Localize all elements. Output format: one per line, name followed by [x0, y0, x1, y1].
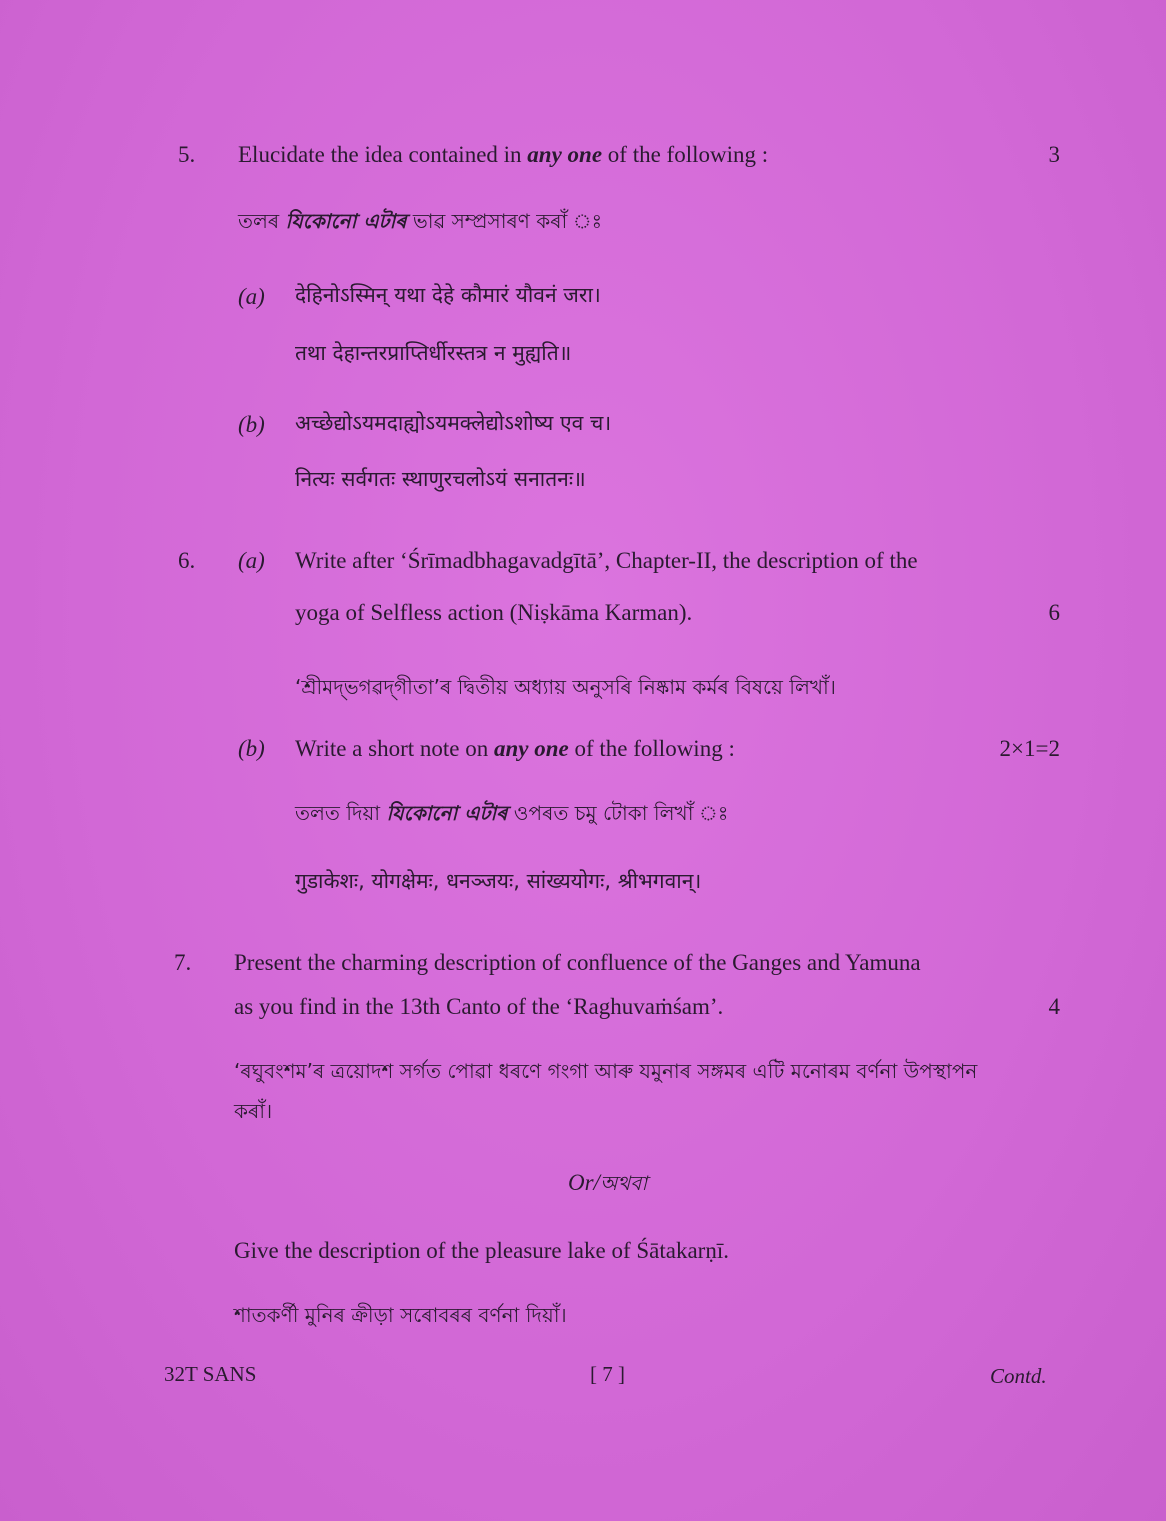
question-text-en: Write a short note on any one of the following : [295, 736, 735, 761]
marks: 3 [1048, 142, 1060, 167]
marks: 6 [1048, 600, 1060, 625]
marks: 2×1=2 [999, 736, 1060, 761]
question-text-en: Write after ‘Śrīmadbhagavadgītā’, Chapter-II, the description of the [295, 548, 918, 573]
sub-label: (a) [238, 284, 265, 309]
question-text-en: yoga of Selfless action (Niṣkāma Karman). [295, 600, 693, 625]
question-text-en: Present the charming description of confluence of the Ganges and Yamuna [234, 950, 921, 975]
question-number: 5. [178, 142, 196, 167]
sanskrit-verse-line: तथा देहान्तरप्राप्तिर्धीरस्तत्र न मुह्यति॥ [295, 341, 572, 365]
question-text-as: ‘শ্ৰীমদ্‌ভগৱদ্‌গীতা’ৰ দ্বিতীয় অধ্যায় অনুসৰি নিষ্কাম কৰ্মৰ বিষয়ে লিখাঁ। [295, 675, 836, 699]
or-divider: Or/অথবা [568, 1170, 648, 1195]
paper-code: 32T SANS [164, 1362, 257, 1386]
question-text-as: তলত দিয়া যিকোনো এটাৰ ওপৰত চমু টোকা লিখাঁ ঃ [295, 801, 729, 825]
question-text-en: Give the description of the pleasure lake of Śātakarṇī. [234, 1238, 729, 1263]
sanskrit-verse-line: नित्यः सर्वगतः स्थाणुरचलोऽयं सनातनः॥ [295, 467, 586, 491]
sanskrit-verse-line: देहिनोऽस्मिन् यथा देहे कौमारं यौवनं जरा। [295, 283, 601, 307]
question-text-as: শাতকৰ্ণী মুনিৰ ক্ৰীড়া সৰোবৰৰ বৰ্ণনা দিয়াঁ। [234, 1303, 567, 1327]
marks: 4 [1048, 994, 1060, 1019]
question-number: 7. [174, 950, 192, 975]
question-text-en: as you find in the 13th Canto of the ‘Raghuvaṁśam’. [234, 994, 724, 1019]
continued-label: Contd. [990, 1364, 1047, 1388]
question-text-as: ‘ৰঘুবংশম’ৰ ত্ৰয়োদশ সৰ্গত পোৱা ধৰণে গংগা আৰু যমুনাৰ সঙ্গমৰ এটি মনোৰম বৰ্ণনা উপস্থাপন [234, 1059, 978, 1083]
sub-label: (b) [238, 412, 265, 437]
question-text-as: কৰাঁ। [234, 1099, 273, 1123]
question-text-en: Elucidate the idea contained in any one of the following : [238, 142, 769, 167]
question-text-as: তলৰ যিকোনো এটাৰ ভাৱ সম্প্ৰসাৰণ কৰাঁ ঃ [238, 209, 603, 233]
sanskrit-verse-line: अच्छेद्योऽयमदाह्योऽयमक्लेद्योऽशोष्य एव च। [295, 411, 612, 435]
sub-label: (a) [238, 548, 265, 573]
page-number: [ 7 ] [590, 1362, 625, 1386]
sub-label: (b) [238, 736, 265, 761]
sanskrit-terms: गुडाकेशः, योगक्षेमः, धनञ्जयः, सांख्ययोगः, श्रीभगवान्। [295, 869, 702, 893]
question-number: 6. [178, 548, 196, 573]
